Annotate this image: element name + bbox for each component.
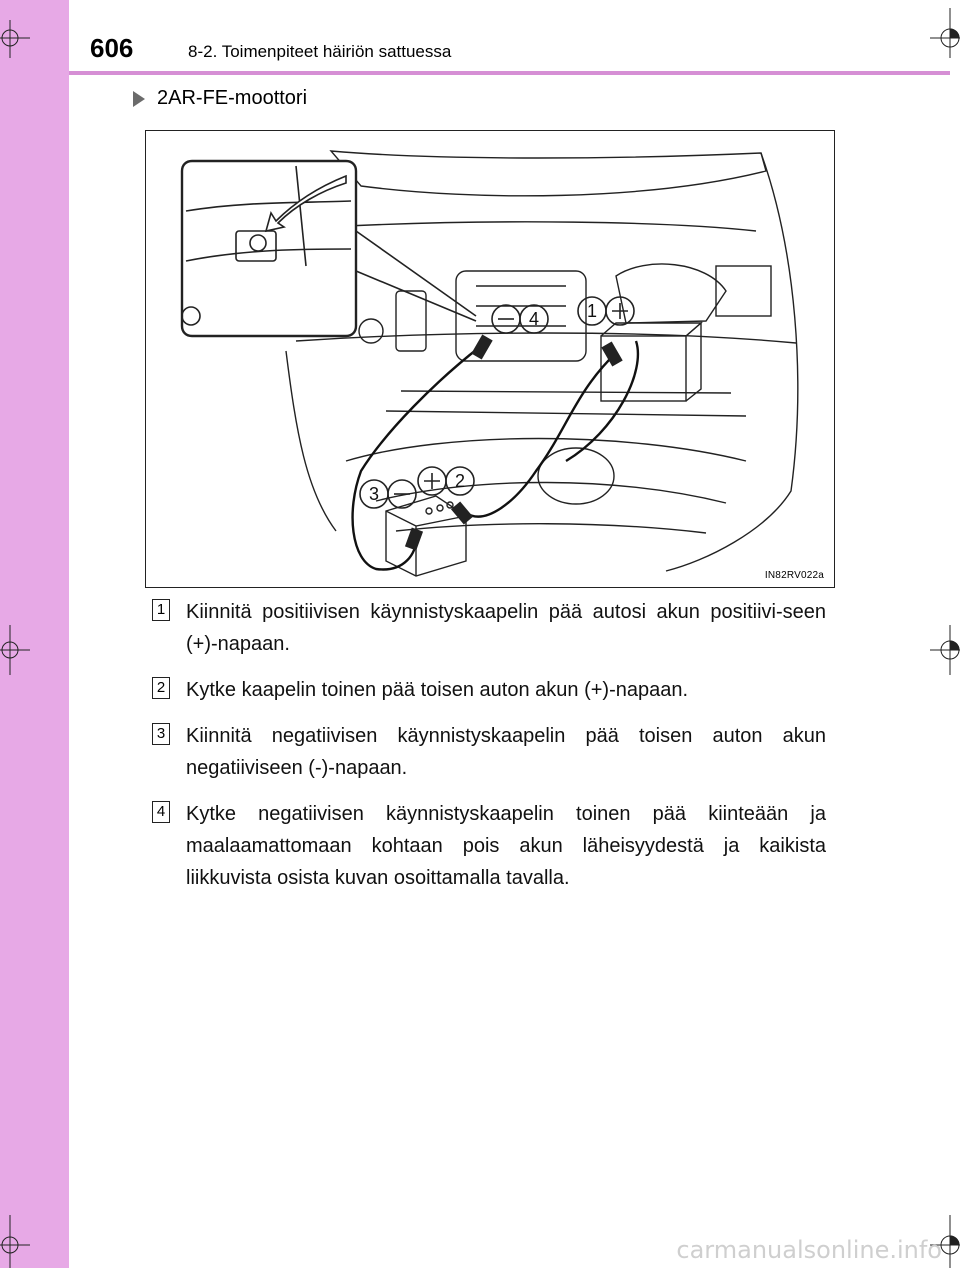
step-text: Kiinnitä negatiivisen käynnistyskaapelin pää toisen auton akun negatiiviseen (-)-napaan. — [186, 725, 826, 779]
callout-3-label: 3 — [368, 484, 380, 504]
header-rule — [69, 71, 950, 75]
step-text: Kiinnitä positiivisen käynnistyskaapelin pää autosi akun positiivi-seen (+)-napaan. — [186, 601, 826, 655]
callout-4-label: 4 — [528, 309, 540, 329]
watermark: carmanualsonline.info — [676, 1236, 942, 1264]
triangle-bullet-icon — [133, 91, 145, 107]
engine-illustration — [145, 130, 835, 588]
figure-code: IN82RV022a — [764, 570, 824, 581]
step-item-2 — [152, 674, 826, 706]
section-heading — [133, 87, 307, 110]
step-item-1 — [152, 596, 826, 660]
crop-mark-top-right — [918, 0, 960, 60]
crop-mark-mid-right — [918, 620, 960, 680]
step-text: Kytke negatiivisen käynnistyskaapelin toinen pää kiinteään ja maalaamattomaan kohtaan pois akun läheisyydestä ja kaikista liikkuvista osista kuvan osoittamalla tavalla. — [186, 803, 826, 889]
crop-mark-mid-left — [0, 620, 40, 680]
step-text: Kytke kaapelin toinen pää toisen auton akun (+)-napaan. — [186, 679, 689, 701]
step-number: 4 — [152, 801, 170, 823]
engine-bay-drawing — [146, 131, 835, 588]
section-title: 2AR-FE-moottori — [157, 87, 308, 109]
step-number: 1 — [152, 599, 170, 621]
step-number: 3 — [152, 723, 170, 745]
step-item-4 — [152, 798, 826, 894]
crop-mark-bottom-left — [0, 1215, 40, 1268]
callout-1-label: 1 — [586, 301, 598, 321]
chapter-title: 8-2. Toimenpiteet häiriön sattuessa — [188, 42, 452, 61]
page-number: 606 — [90, 33, 134, 63]
step-number: 2 — [152, 677, 170, 699]
step-item-3 — [152, 720, 826, 784]
crop-mark-top-left — [0, 0, 40, 60]
step-list — [152, 596, 826, 908]
callout-2-label: 2 — [454, 471, 466, 491]
